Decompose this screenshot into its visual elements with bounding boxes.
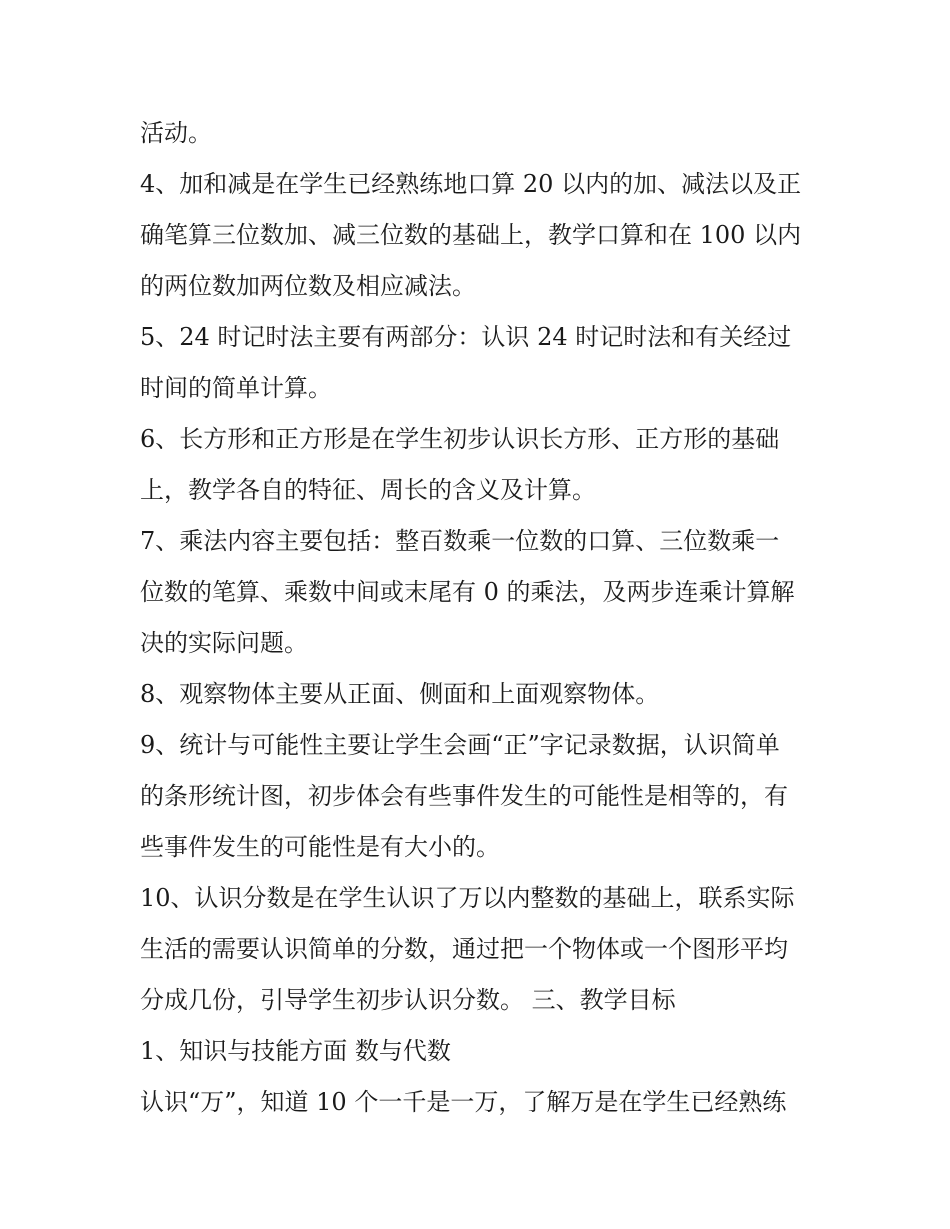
text-line: 些事件发生的可能性是有大小的。 [140,833,500,861]
text-line: 7、乘法内容主要包括：整百数乘一位数的口算、三位数乘一 [140,527,780,555]
text-line: 6、长方形和正方形是在学生初步认识长方形、正方形的基础 [140,425,780,453]
text-line: 8、观察物体主要从正面、侧面和上面观察物体。 [140,680,660,708]
text-line: 生活的需要认识简单的分数，通过把一个物体或一个图形平均 [140,935,788,963]
document-body [140,108,820,1128]
text-line: 分成几份，引导学生初步认识分数。 三、教学目标 [140,986,676,1014]
text-line: 10、认识分数是在学生认识了万以内整数的基础上，联系实际 [140,884,795,912]
text-line: 的两位数加两位数及相应减法。 [140,272,476,300]
text-line: 确笔算三位数加、减三位数的基础上，教学口算和在 100 以内 [140,221,802,249]
text-line: 4、加和减是在学生已经熟练地口算 20 以内的加、减法以及正 [140,170,802,198]
text-line: 9、统计与可能性主要让学生会画“正”字记录数据，认识简单 [140,731,780,759]
text-line: 5、24 时记时法主要有两部分：认识 24 时记时法和有关经过 [140,323,792,351]
text-line: 的条形统计图，初步体会有些事件发生的可能性是相等的，有 [140,782,788,810]
text-line: 上，教学各自的特征、周长的含义及计算。 [140,476,596,504]
text-line: 时间的简单计算。 [140,374,332,402]
text-line: 活动。 [140,119,212,147]
text-line: 1、知识与技能方面 数与代数 [140,1037,451,1065]
text-line: 认识“万”，知道 10 个一千是一万，了解万是在学生已经熟练 [140,1088,787,1116]
text-line: 位数的笔算、乘数中间或末尾有 0 的乘法，及两步连乘计算解 [140,578,795,606]
text-line: 决的实际问题。 [140,629,308,657]
